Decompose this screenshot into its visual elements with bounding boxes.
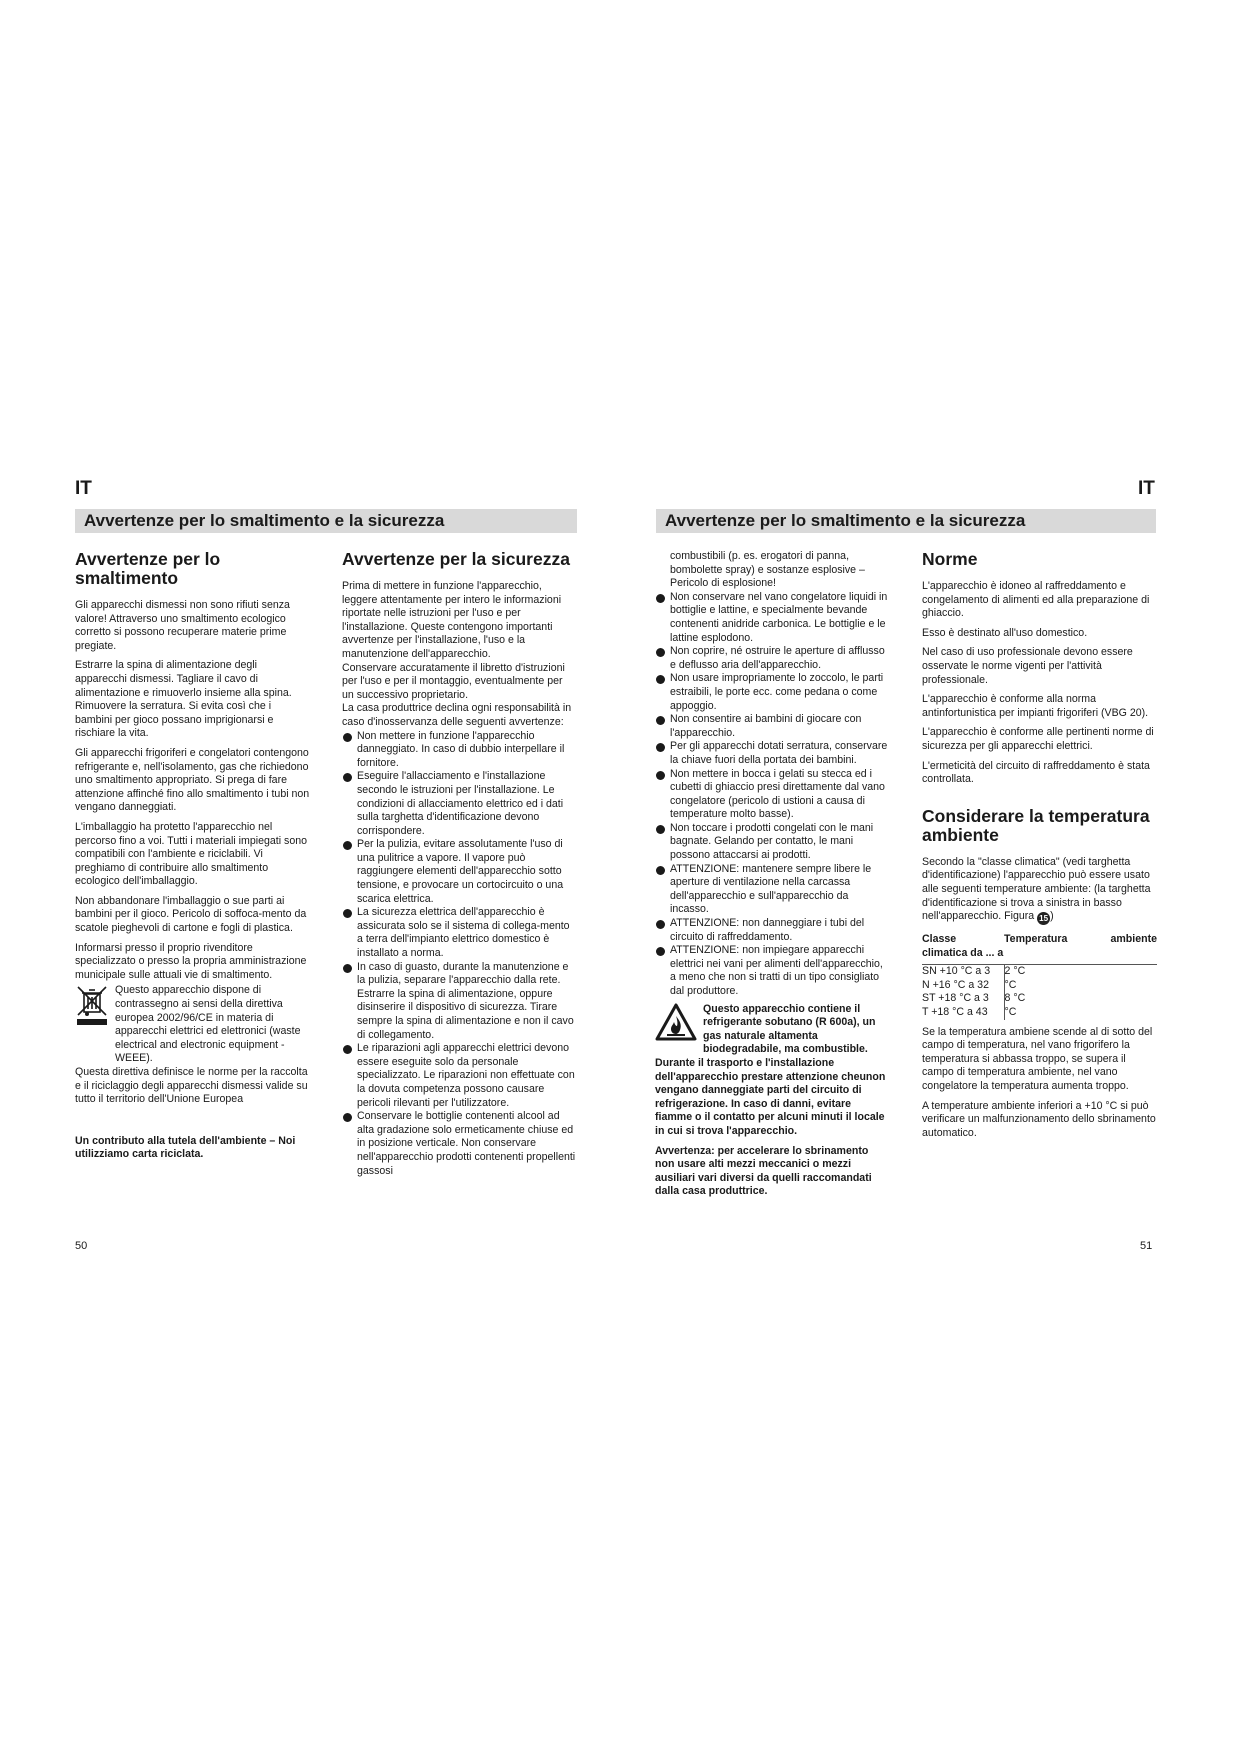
- warning-text: Questo apparecchio contiene il refrigerante sobutano (R 600a), un gas naturale altamenta biodegradabile, ma combustible. Durante il trasporto e l'installazione dell'apparecchio prestare attenzione cheunon vengano danneggiate parti del circuito di refrigerazione. In caso di danni, evitare fiamme o il contatto per alcuni minuti il locale in cui si trova l'apparecchio.: [655, 1002, 886, 1137]
- list-item: Non mettere in funzione l'apparecchio danneggiato. In caso di dubbio interpellare il fornitore.: [342, 730, 577, 771]
- paragraph: L'imballaggio ha protetto l'apparecchio nel percorso fino a voi. Tutti i materiali impiegati sono compatibili con l'ambiente e riciclabili. Vi preghiamo di contribuire allo smaltimento ecologico dell'imballaggio.: [75, 820, 307, 888]
- table-row: [922, 1006, 1157, 1020]
- table-header: ambiente: [1092, 933, 1157, 965]
- paragraph: L'apparecchio è idoneo al raffreddamento e congelamento di alimenti ed alla preparazione di ghiaccio.: [922, 580, 1150, 620]
- section-header-left: Avvertenze per lo smaltimento e la sicurezza: [75, 509, 577, 533]
- figure-reference-badge: 15: [1037, 912, 1050, 925]
- paragraph: A temperature ambiente inferiori a +10 °C si può verificare un malfunzionamento dello sbrinamento automatico.: [922, 1099, 1156, 1139]
- language-code-right: IT: [1138, 478, 1155, 499]
- climate-intro-text: Secondo la "classe climatica" (vedi targhetta d'identificazione) l'apparecchio può essere usato alle seguenti temperature ambiente: (la targhetta d'identificazione si trova a sinistra in basso nell'apparecchio. Figura: [922, 855, 1151, 923]
- paragraph: La casa produttrice declina ogni responsabilità in caso d'inosservanza delle seguenti avvertenze:: [342, 702, 572, 728]
- page-number-right: 51: [1140, 1240, 1153, 1252]
- list-item: ATTENZIONE: mantenere sempre libere le aperture di ventilazione nella carcassa dell'apparecchio e sull'apparecchio da incasso.: [655, 863, 890, 917]
- table-row: [922, 965, 1157, 979]
- column-safety-continued: [655, 550, 890, 1205]
- table-header: Temperatura: [1004, 933, 1092, 965]
- list-item: ATTENZIONE: non danneggiare i tubi del circuito di raffreddamento.: [655, 917, 890, 944]
- weee-text: Questo apparecchio dispone di contrassegno ai sensi della direttiva europea 2002/96/CE in materia di apparecchi elettrici ed elettronici (waste electrical and electronic equipment - WEEE).: [115, 984, 301, 1065]
- column-disposal: [75, 550, 310, 1168]
- table-cell: N +16 °C a 32: [922, 979, 1004, 993]
- table-row: [922, 992, 1157, 1006]
- recycled-paper-note: Un contributo alla tutela dell'ambiente – Noi utilizziamo carta riciclata.: [75, 1134, 296, 1161]
- section-header-right: Avvertenze per lo smaltimento e la sicurezza: [656, 509, 1156, 533]
- table-cell: SN +10 °C a 3: [922, 965, 1004, 979]
- column-norms: [922, 550, 1157, 1146]
- list-item: Per la pulizia, evitare assolutamente l'uso di una pulitrice a vapore. Il vapore può raggiungere elementi dell'apparecchio sotto tensione, e provocare un cortocircuito o una scarica elettrica.: [342, 838, 577, 906]
- heading-ambient-temperature: Considerare la temperatura ambiente: [922, 805, 1150, 845]
- climate-intro-end: ): [1050, 910, 1054, 923]
- paragraph: L'apparecchio è conforme alle pertinenti norme di sicurezza per gli apparecchi elettrici.: [922, 726, 1154, 752]
- climate-intro: [922, 856, 1157, 925]
- paragraph: L'apparecchio è conforme alla norma antinfortunistica per impianti frigoriferi (VBG 20).: [922, 693, 1149, 719]
- flammable-warning-icon: [655, 1003, 697, 1046]
- table-cell: °C: [1004, 978, 1017, 991]
- heading-norms: Norme: [922, 549, 978, 569]
- list-item: La sicurezza elettrica dell'apparecchio è assicurata solo se il sistema di collega-mento a terra dell'impianto elettrico domestico è installato a norma.: [342, 906, 577, 960]
- weee-notice: [75, 984, 310, 1066]
- table-cell: °C: [1004, 1006, 1017, 1019]
- paragraph: Prima di mettere in funzione l'apparecchio, leggere attentamente per intero le informazioni riportate nelle istruzioni per l'uso e per l'installazione. Queste contengono importanti avvertenze per l'installazione, l'uso e la manutenzione dell'apparecchio.: [342, 580, 562, 660]
- paragraph: Estrarre la spina di alimentazione degli apparecchi dismessi. Tagliare il cavo di alimentazione e rimuoverlo insieme alla spina.: [75, 659, 292, 699]
- list-item: Non mettere in bocca i gelati su stecca ed i cubetti di ghiaccio presi direttamente dal vano congelatore (pericolo di ustioni a causa di temperature molto basse).: [655, 768, 890, 822]
- list-item: Non conservare nel vano congelatore liquidi in bottiglie e lattine, e specialmente bevande contenenti anidride carbonica. Le bottiglie e le lattine esplodono.: [655, 591, 890, 645]
- defrost-advice: Avvertenza: per accelerare lo sbrinamento non usare alti mezzi meccanici o mezzi ausiliari vari diversi da quelli raccomandati dalla casa produttrice.: [655, 1144, 872, 1198]
- flammable-warning: [655, 1003, 890, 1139]
- list-item: Non coprire, né ostruire le aperture di afflusso e deflusso aria dell'apparecchio.: [655, 645, 890, 672]
- table-cell: 8 °C: [1004, 992, 1026, 1005]
- heading-disposal: Avvertenze per lo smaltimento: [75, 549, 221, 588]
- paragraph: Gli apparecchi dismessi non sono rifiuti senza valore! Attraverso uno smaltimento ecologico corretto si possono recuperare materie prime pregiate.: [75, 599, 290, 652]
- list-item: In caso di guasto, durante la manutenzione e la pulizia, separare l'apparecchio dalla rete. Estrarre la spina di alimentazione, oppure disinserire il dispositivo di sicurezza. Tirare sempre la spina di alimentazione e non il cavo di collegamento.: [342, 961, 577, 1043]
- list-item: Eseguire l'allacciamento e l'installazione secondo le istruzioni per l'installazione. Le condizioni di allacciamento elettrico ed i dati sulla targhetta d'identificazione devono corrispondere.: [342, 770, 577, 838]
- language-code-left: IT: [75, 478, 92, 499]
- list-item: Conservare le bottiglie contenenti alcool ad alta gradazione solo ermeticamente chiuse ed in posizione verticale. Non conservare nell'apparecchio prodotti contenenti propellenti gassosi: [342, 1110, 577, 1178]
- climate-class-table: [922, 933, 1157, 1020]
- paragraph: Nel caso di uso professionale devono essere osservate le norme vigenti per l'attività professionale.: [922, 646, 1133, 686]
- table-cell: 2 °C: [1004, 965, 1026, 978]
- table-header: Classe climatica da ... a: [922, 933, 1004, 965]
- list-item: ATTENZIONE: non impiegare apparecchi elettrici nei vani per alimenti dell'apparecchio, a meno che non si tratti di un tipo consigliato dal produttore.: [655, 944, 890, 998]
- table-cell: ST +18 °C a 3: [922, 992, 1004, 1006]
- paragraph: Questa direttiva definisce le norme per la raccolta e il riciclaggio degli apparecchi dismessi valide su tutto il territorio dell'Unione Europea: [75, 1066, 308, 1106]
- paragraph: Non abbandonare l'imballaggio o sue parti ai bambini per il gioco. Pericolo di soffoca-mento da scatole pieghevoli di cartone e fogli di plastica.: [75, 894, 307, 935]
- table-row: [922, 979, 1157, 993]
- paragraph: Gli apparecchi frigoriferi e congelatori contengono refrigerante e, nell'isolamento, gas che richiedono uno smaltimento appropriato. Si prega di fare attenzione affinché fino allo smaltimento i tubi non vengano danneggiati.: [75, 746, 310, 814]
- safety-list: [342, 730, 577, 1179]
- paragraph: Conservare accuratamente il libretto d'istruzioni per l'uso e per il montaggio, eventualmente per un successivo proprietario.: [342, 661, 565, 701]
- safety-list-continued: [655, 591, 890, 999]
- list-item: Non toccare i prodotti congelati con le mani bagnate. Gelando per contatto, le mani possono attaccarsi ai prodotti.: [655, 822, 890, 863]
- paragraph: L'ermeticità del circuito di raffreddamento è stata controllata.: [922, 759, 1150, 786]
- table-cell: T +18 °C a 43: [922, 1006, 1004, 1020]
- list-item: Non usare impropriamente lo zoccolo, le parti estraibili, le porte ecc. come pedana o come appoggio.: [655, 672, 890, 713]
- paragraph: Se la temperatura ambiene scende al di sotto del campo di temperatura, nel vano frigorifero la temperatura si abbassa troppo, se supera il campo di temperatura ambiente, nel vano congelatore la temperatura aumenta troppo.: [922, 1025, 1153, 1093]
- paragraph: Esso è destinato all'uso domestico.: [922, 626, 1088, 639]
- page-number-left: 50: [75, 1240, 88, 1252]
- paragraph: Rimuovere la serratura. Si evita così che i bambini per gioco possano imprigionarsi e rischiare la vita.: [75, 700, 274, 740]
- paragraph: Informarsi presso il proprio rivenditore specializzato o presso la propria amministrazione municipale sulle attuali vie di smaltimento.: [75, 941, 307, 981]
- list-item: Non consentire ai bambini di giocare con l'apparecchio.: [655, 713, 890, 740]
- list-item: Le riparazioni agli apparecchi elettrici devono essere eseguite solo da personale specializzato. Le riparazioni non effettuate con la dovuta competenza possono causare pericoli rilevanti per l'utilizzatore.: [342, 1042, 577, 1110]
- crossed-bin-icon: [75, 984, 109, 1031]
- column-safety: [342, 550, 577, 1178]
- heading-safety: Avvertenze per la sicurezza: [342, 549, 570, 569]
- list-item: Per gli apparecchi dotati serratura, conservare la chiave fuori della portata dei bambini.: [655, 740, 890, 767]
- continuation-text: combustibili (p. es. erogatori di panna, bombolette spray) e sostanze esplosive – Pericolo di esplosione!: [670, 550, 865, 590]
